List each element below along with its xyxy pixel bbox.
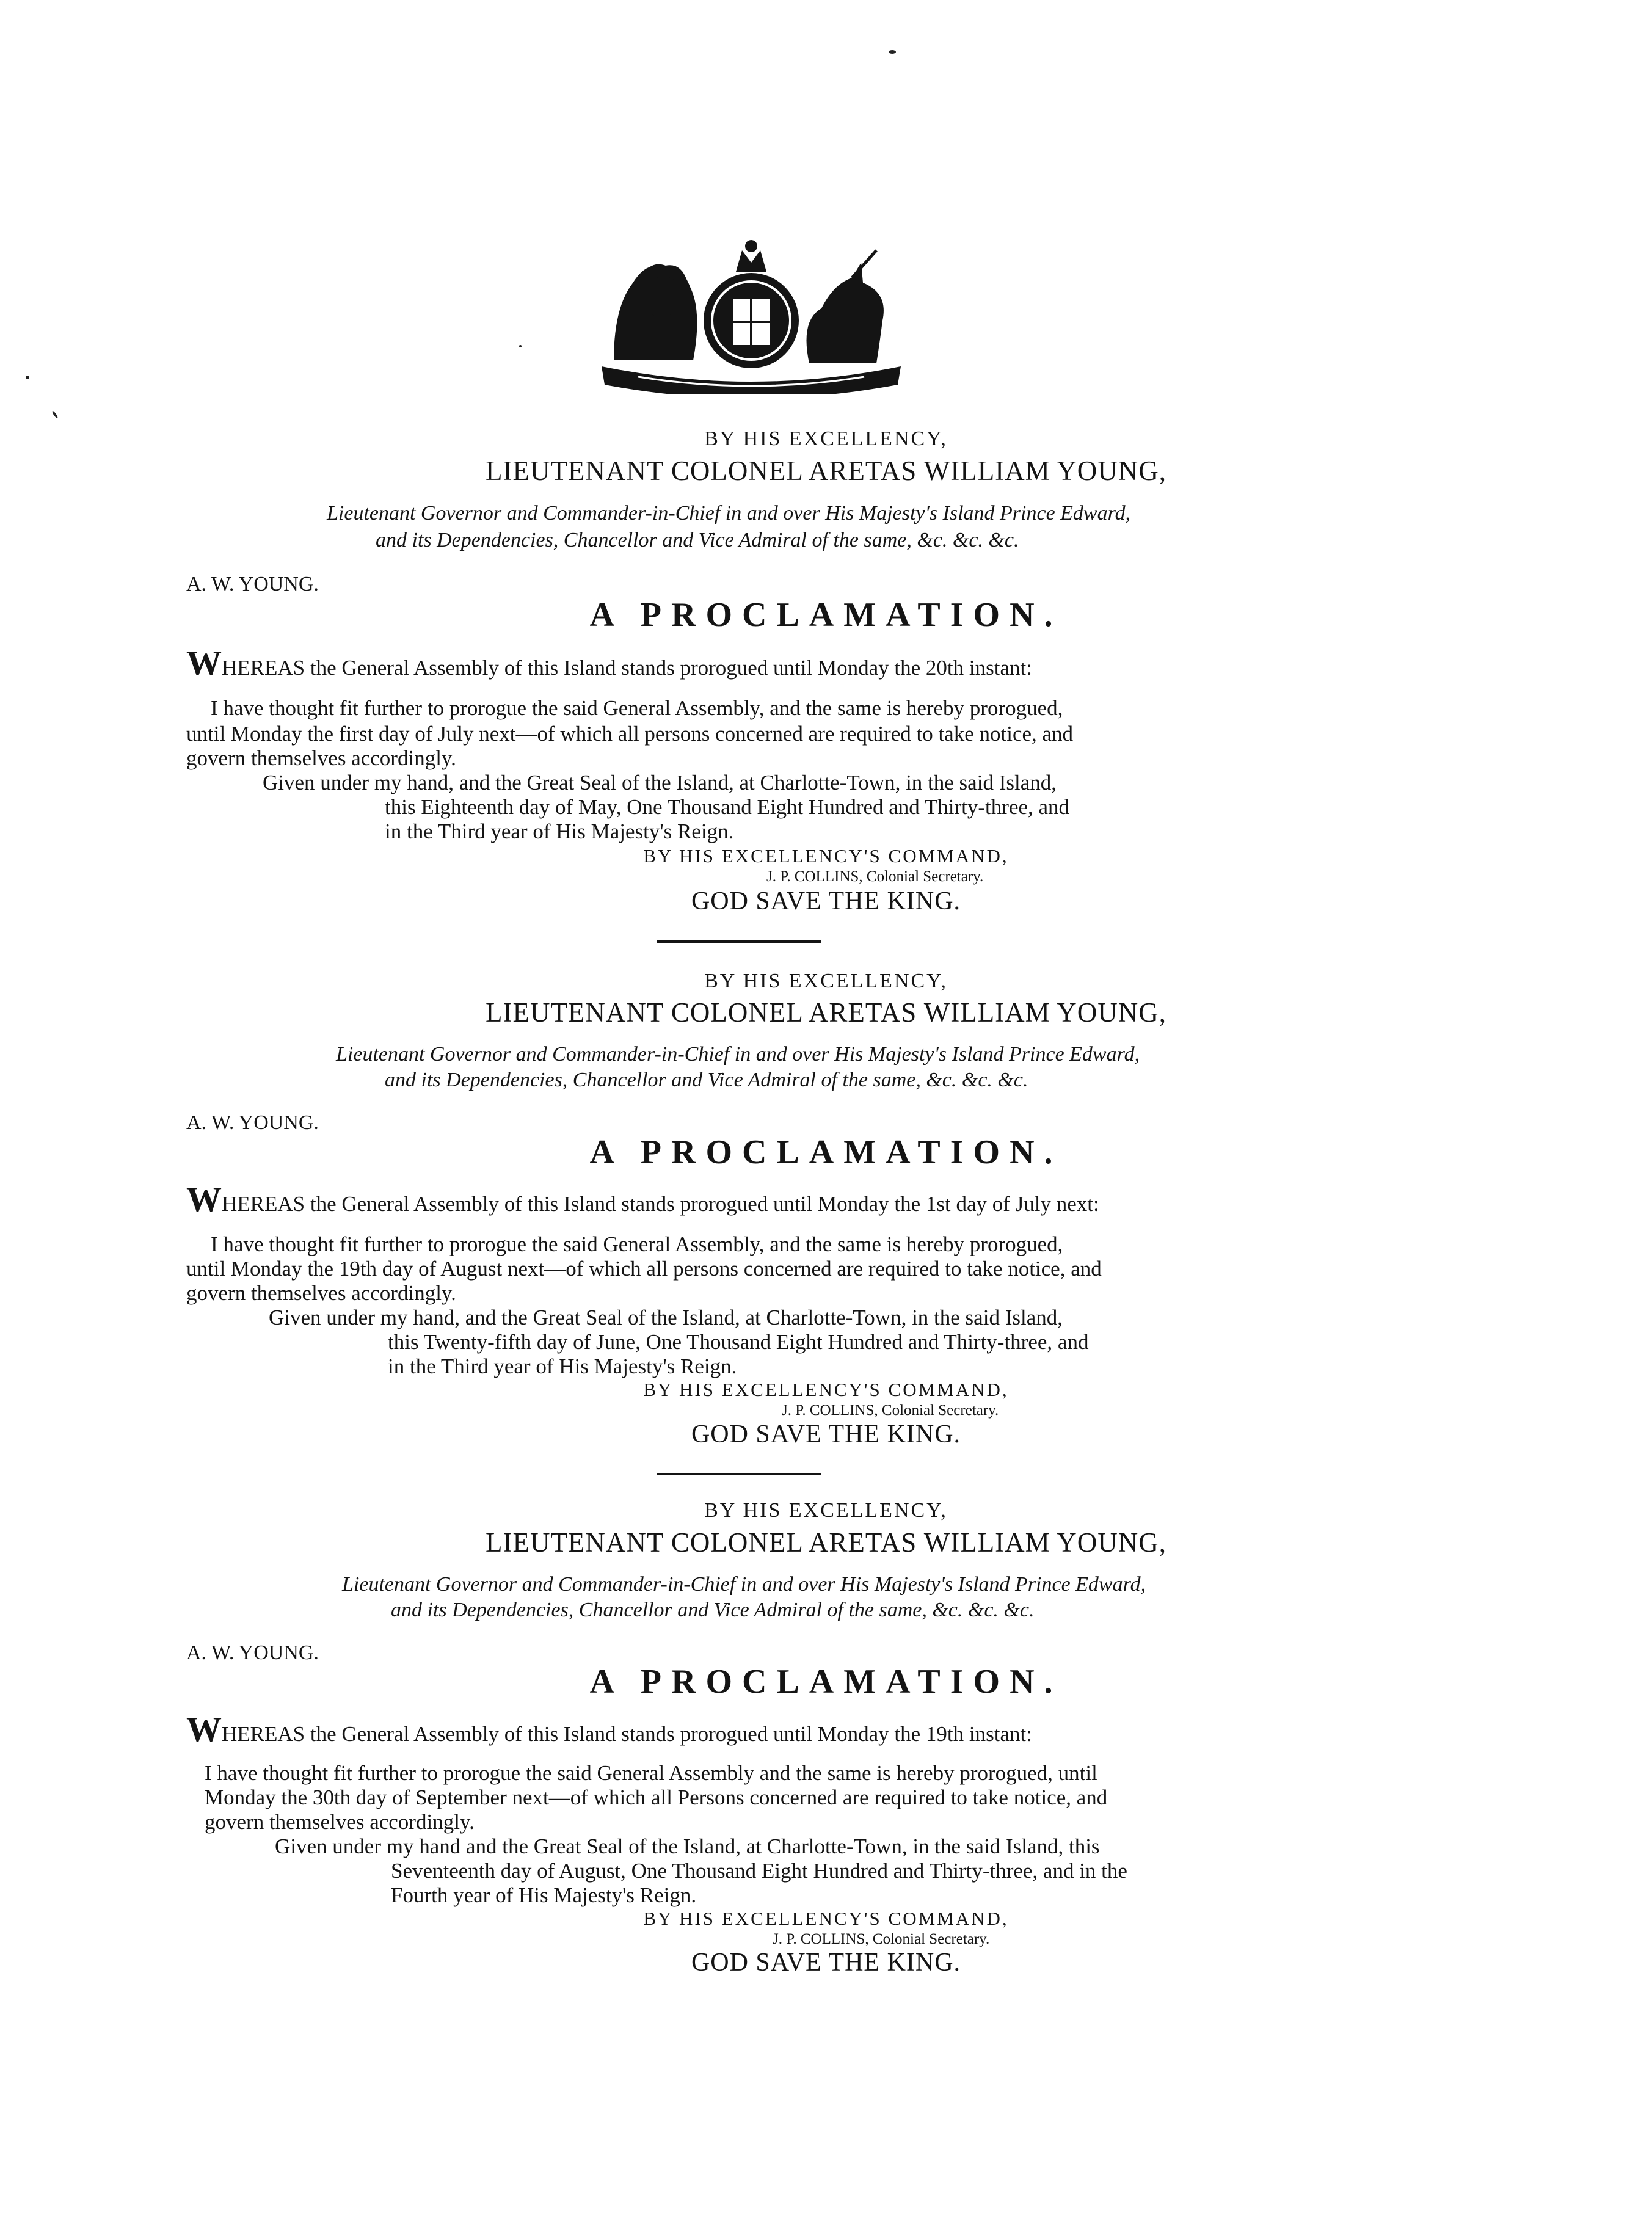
given-line-2: Seventeenth day of August, One Thousand Eight Hundred and Thirty-three, and in the [391,1859,1127,1883]
separator-rule [657,1473,821,1475]
body-line-2: until Monday the first day of July next—of which all persons concerned are required to take notice, and [186,722,1074,746]
body-line-3: govern themselves accordingly. [205,1810,475,1834]
governor-style-line-1: Lieutenant Governor and Commander-in-Chief in and over His Majesty's Island Prince Edward, [327,502,1131,525]
body-line-2: Monday the 30th day of September next—of which all Persons concerned are required to take notice, and [205,1786,1108,1809]
governor-name: LIEUTENANT COLONEL ARETAS WILLIAM YOUNG, [485,1527,1166,1558]
governor-style-line-2: and its Dependencies, Chancellor and Vice Admiral of the same, &c. &c. &c. [391,1599,1035,1621]
given-line-3: in the Third year of His Majesty's Reign. [385,819,734,843]
by-his-excellency: BY HIS EXCELLENCY, [704,427,948,450]
signer-initials: A. W. YOUNG. [186,1641,319,1664]
scan-speck [51,410,58,419]
command-line: BY HIS EXCELLENCY'S COMMAND, [643,1379,1009,1400]
governor-style-line-2: and its Dependencies, Chancellor and Vice Admiral of the same, &c. &c. &c. [376,529,1019,551]
signer-initials: A. W. YOUNG. [186,573,319,595]
whereas-text: HEREAS the General Assembly of this Island stands prorogued until Monday the 1st day of July next: [222,1192,1099,1216]
whereas-text: HEREAS the General Assembly of this Island stands prorogued until Monday the 20th instant: [222,656,1032,680]
given-line-1: Given under my hand and the Great Seal of the Island, at Charlotte-Town, in the said Island, this [275,1834,1100,1858]
scan-speck [26,376,29,379]
whereas-text: HEREAS the General Assembly of this Island stands prorogued until Monday the 19th instant: [222,1722,1032,1746]
drop-cap: W [186,1709,222,1749]
given-line-2: this Twenty-fifth day of June, One Thousand Eight Hundred and Thirty-three, and [388,1330,1089,1354]
command-line: BY HIS EXCELLENCY'S COMMAND, [643,1908,1009,1929]
whereas-line [186,642,1032,683]
governor-style-line-2: and its Dependencies, Chancellor and Vice Admiral of the same, &c. &c. &c. [385,1069,1028,1091]
given-line-2: this Eighteenth day of May, One Thousand Eight Hundred and Thirty-three, and [385,795,1070,819]
proclamation-title: A PROCLAMATION. [589,1663,1063,1701]
signer-initials: A. W. YOUNG. [186,1111,319,1134]
body-line-1: I have thought fit further to prorogue the said General Assembly, and the same is hereby prorogued, [211,696,1063,720]
command-line: BY HIS EXCELLENCY'S COMMAND, [643,845,1009,867]
governor-name: LIEUTENANT COLONEL ARETAS WILLIAM YOUNG, [485,456,1166,486]
royal-coat-of-arms-icon [589,235,913,394]
body-line-3: govern themselves accordingly. [186,746,456,770]
proclamation-title: A PROCLAMATION. [589,596,1063,634]
body-line-2: until Monday the 19th day of August next—of which all persons concerned are required to take notice, and [186,1257,1102,1281]
colonial-secretary: J. P. COLLINS, Colonial Secretary. [766,868,984,885]
body-line-1: I have thought fit further to prorogue the said General Assembly, and the same is hereby prorogued, [211,1232,1063,1256]
given-line-3: Fourth year of His Majesty's Reign. [391,1883,697,1907]
scan-speck [889,50,896,54]
proclamation-title: A PROCLAMATION. [589,1133,1063,1171]
god-save-the-king: GOD SAVE THE KING. [691,887,961,915]
whereas-line [186,1709,1032,1750]
colonial-secretary: J. P. COLLINS, Colonial Secretary. [773,1931,990,1947]
god-save-the-king: GOD SAVE THE KING. [691,1949,961,1977]
given-line-3: in the Third year of His Majesty's Reign. [388,1354,737,1378]
by-his-excellency: BY HIS EXCELLENCY, [704,1499,948,1522]
by-his-excellency: BY HIS EXCELLENCY, [704,970,948,992]
separator-rule [657,940,821,943]
scan-speck [519,345,522,347]
colonial-secretary: J. P. COLLINS, Colonial Secretary. [782,1402,999,1419]
body-line-3: govern themselves accordingly. [186,1281,456,1305]
given-line-1: Given under my hand, and the Great Seal of the Island, at Charlotte-Town, in the said Island, [263,771,1057,794]
god-save-the-king: GOD SAVE THE KING. [691,1420,961,1448]
whereas-line [186,1179,1099,1219]
governor-name: LIEUTENANT COLONEL ARETAS WILLIAM YOUNG, [485,997,1166,1028]
body-line-1: I have thought fit further to prorogue the said General Assembly and the same is hereby prorogued, until [205,1761,1097,1785]
governor-style-line-1: Lieutenant Governor and Commander-in-Chief in and over His Majesty's Island Prince Edward, [342,1573,1146,1596]
given-line-1: Given under my hand, and the Great Seal of the Island, at Charlotte-Town, in the said Island, [269,1306,1063,1329]
drop-cap: W [186,1179,222,1219]
governor-style-line-1: Lieutenant Governor and Commander-in-Chief in and over His Majesty's Island Prince Edward, [336,1043,1140,1066]
drop-cap: W [186,643,222,683]
